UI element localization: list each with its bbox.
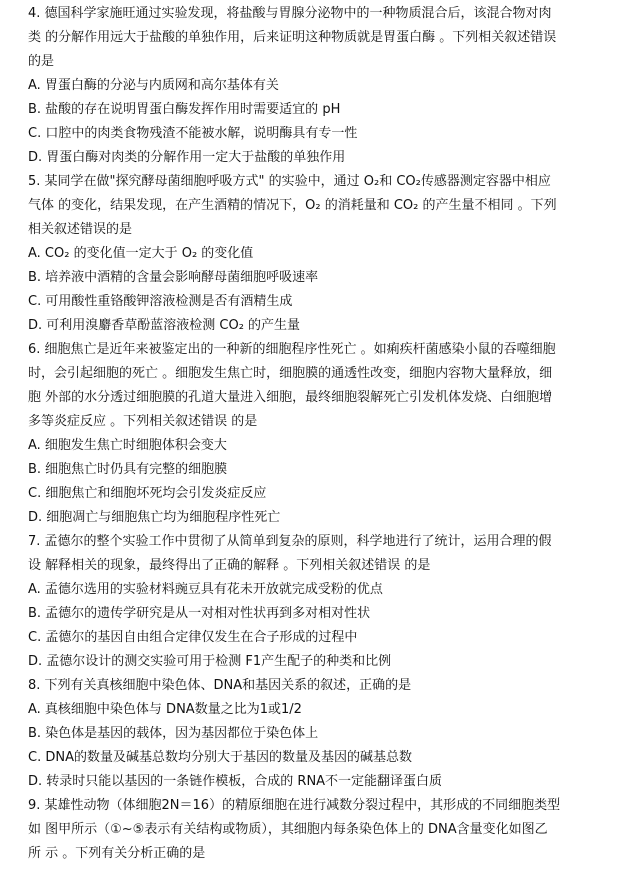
answer-option: C. 口腔中的肉类食物残渣不能被水解，说明酶具有专一性 [28,126,358,141]
answer-option: A. 胃蛋白酶的分泌与内质网和高尔基体有关 [28,78,279,93]
question-stem-line: 的是 [28,54,55,69]
answer-option: C. 孟德尔的基因自由组合定律仅发生在合子形成的过程中 [28,630,358,645]
answer-option: D. 胃蛋白酶对肉类的分解作用一定大于盐酸的单独作用 [28,150,346,165]
question-stem-line: 类 的分解作用远大于盐酸的单独作用，后来证明这种物质就是胃蛋白酶 。下列相关叙述错误 [28,30,557,45]
question-9 [28,794,612,866]
question-stem-line: 气体 的变化，结果发现，在产生酒精的情况下，O₂ 的消耗量和 CO₂ 的产生量不相同 。下列 [28,198,557,213]
question-stem-line: 胞 外部的水分透过细胞膜的孔道大量进入细胞，最终细胞裂解死亡引发机体发烧、白细胞增 [28,390,553,405]
answer-option: D. 转录时只能以基因的一条链作模板，合成的 RNA不一定能翻译蛋白质 [28,774,443,789]
question-stem-line: 6. 细胞焦亡是近年来被鉴定出的一种新的细胞程序性死亡 。如痢疾杆菌感染小鼠的吞噬细胞 [28,342,556,357]
answer-option: A. 孟德尔选用的实验材料豌豆具有花未开放就完成受粉的优点 [28,582,383,597]
answer-option: D. 细胞凋亡与细胞焦亡均为细胞程序性死亡 [28,510,281,525]
question-stem-line: 如 图甲所示（①~⑤表示有关结构或物质），其细胞内每条染色体上的 DNA含量变化如图乙 [28,822,548,837]
answer-option: B. 染色体是基因的载体，因为基因都位于染色体上 [28,726,319,741]
question-stem-line: 设 解释相关的现象，最终得出了正确的解释 。下列相关叙述错误 的是 [28,558,431,573]
question-4 [28,2,612,170]
question-stem-line: 7. 孟德尔的整个实验工作中贯彻了从简单到复杂的原则，科学地进行了统计，运用合理的假 [28,534,552,549]
question-8 [28,674,612,794]
answer-option: B. 细胞焦亡时仍具有完整的细胞膜 [28,462,228,477]
question-stem-line: 相关叙述错误的是 [28,222,133,237]
question-stem-line: 所 示 。下列有关分析正确的是 [28,846,206,861]
answer-option: B. 盐酸的存在说明胃蛋白酶发挥作用时需要适宜的 pH [28,102,341,117]
question-stem-line: 9. 某雄性动物（体细胞2N＝16）的精原细胞在进行减数分裂过程中，其形成的不同细胞类型 [28,798,561,813]
answer-option: C. 可用酸性重铬酸钾溶液检测是否有酒精生成 [28,294,293,309]
question-6 [28,338,612,530]
question-stem-line: 4. 德国科学家施旺通过实验发现，将盐酸与胃腺分泌物中的一种物质混合后，该混合物对肉 [28,6,552,21]
answer-option: C. 细胞焦亡和细胞坏死均会引发炎症反应 [28,486,267,501]
answer-option: A. CO₂ 的变化值一定大于 O₂ 的变化值 [28,246,254,261]
answer-option: D. 孟德尔设计的测交实验可用于检测 F1产生配子的种类和比例 [28,654,392,669]
answer-option: B. 孟德尔的遗传学研究是从一对相对性状再到多对相对性状 [28,606,371,621]
answer-option: A. 细胞发生焦亡时细胞体积会变大 [28,438,227,453]
question-5 [28,170,612,338]
question-stem-line: 8. 下列有关真核细胞中染色体、DNA和基因关系的叙述，正确的是 [28,678,412,693]
answer-option: D. 可利用溴麝香草酚蓝溶液检测 CO₂ 的产生量 [28,318,301,333]
question-stem-line: 多等炎症反应 。下列相关叙述错误 的是 [28,414,258,429]
answer-option: B. 培养液中酒精的含量会影响酵母菌细胞呼吸速率 [28,270,319,285]
question-7 [28,530,612,674]
question-stem-line: 时，会引起细胞的死亡 。细胞发生焦亡时，细胞膜的通透性改变，细胞内容物大量释放，细 [28,366,553,381]
question-stem-line: 5. 某同学在做"探究酵母菌细胞呼吸方式" 的实验中，通过 O₂和 CO₂传感器测定容器中相应 [28,174,551,189]
answer-option: A. 真核细胞中染色体与 DNA数量之比为1或1/2 [28,702,302,717]
answer-option: C. DNA的数量及碱基总数均分别大于基因的数量及基因的碱基总数 [28,750,412,765]
